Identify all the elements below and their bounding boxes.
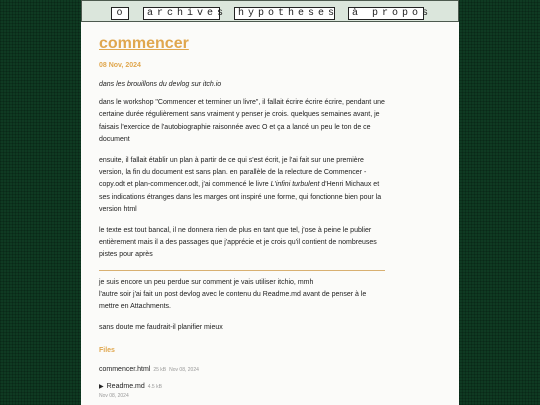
file-date: Nov 08, 2024 [169,367,199,374]
post-paragraph-3: le texte est tout bancal, il ne donnera rien de plus en tant que tel, j'ose à peine le publier entièrement mais il a des passages que j'apprécie et je crois qu'il contient de nombreuses pistes pour après [99,227,377,259]
post-subtitle-text: dans les brouillons du devlog sur itch.io [99,81,222,88]
file-size: 25 kB [153,367,167,374]
post-paragraph-4-line-2: l'autre soir j'ai fait un post devlog avec le contenu du Readme.md avant de penser à le mettre en Attachments. [99,290,367,311]
nav-home-link[interactable]: o [111,7,129,20]
post-paragraph-5: sans doute me faudrait-il planifier mieux [99,324,223,332]
file-name[interactable]: commencer.html [99,366,151,374]
post-paragraph-2 [99,155,385,216]
file-size: 4.5 kB [147,384,162,391]
post-date: 08 Nov, 2024 [99,62,141,69]
post-paragraph-1: dans le workshop "Commencer et terminer un livre", il fallait écrire écrire écrire, pendant une certaine durée régulièrement sans vraiment y penser je crois. quelques semaines avant, je faisais l'exercice de l'autobiographie raisonnée avec O et ça a lancé un peu le ton de ce document [99,99,385,143]
nav-archives-link[interactable]: archives [143,7,220,20]
expand-triangle-icon[interactable]: ▶ [99,384,104,391]
nav-hypotheses-link[interactable]: hypotheses [234,7,335,20]
book-title: L'infini turbulent [270,181,320,189]
file-item-commencer[interactable] [99,366,385,373]
post-paragraph-4 [99,277,385,314]
post-paragraph-2-end: d'Henri Michaux et ses indications étranges dans les marges ont inspiré une forme, qui fonctionne bien pour la version html [99,181,382,213]
file-name[interactable]: Readme.md [106,383,145,391]
file-date: Nov 08, 2024 [99,393,129,400]
page [81,0,459,405]
files-heading: Files [99,347,115,355]
navbar [81,0,459,22]
nav-a-propos-link[interactable]: à propos [348,7,424,20]
divider [99,270,385,271]
file-item-readme[interactable] [99,383,385,399]
post-paragraph-2-start: ensuite, il fallait établir un plan à partir de ce qui s'est écrit, je l'ai fait sur une première version, la fin du document est sans plan. en parallèle de la relecture de Commencer - copy.odt et plan-commencer.odt, j'ai commencé le livre [99,157,367,189]
post-content [99,34,385,399]
post-subtitle [99,79,385,91]
post-title[interactable]: commencer [99,35,189,52]
post-paragraph-4-line-1: je suis encore un peu perdue sur comment je vais utiliser itchio, mmh [99,278,314,286]
